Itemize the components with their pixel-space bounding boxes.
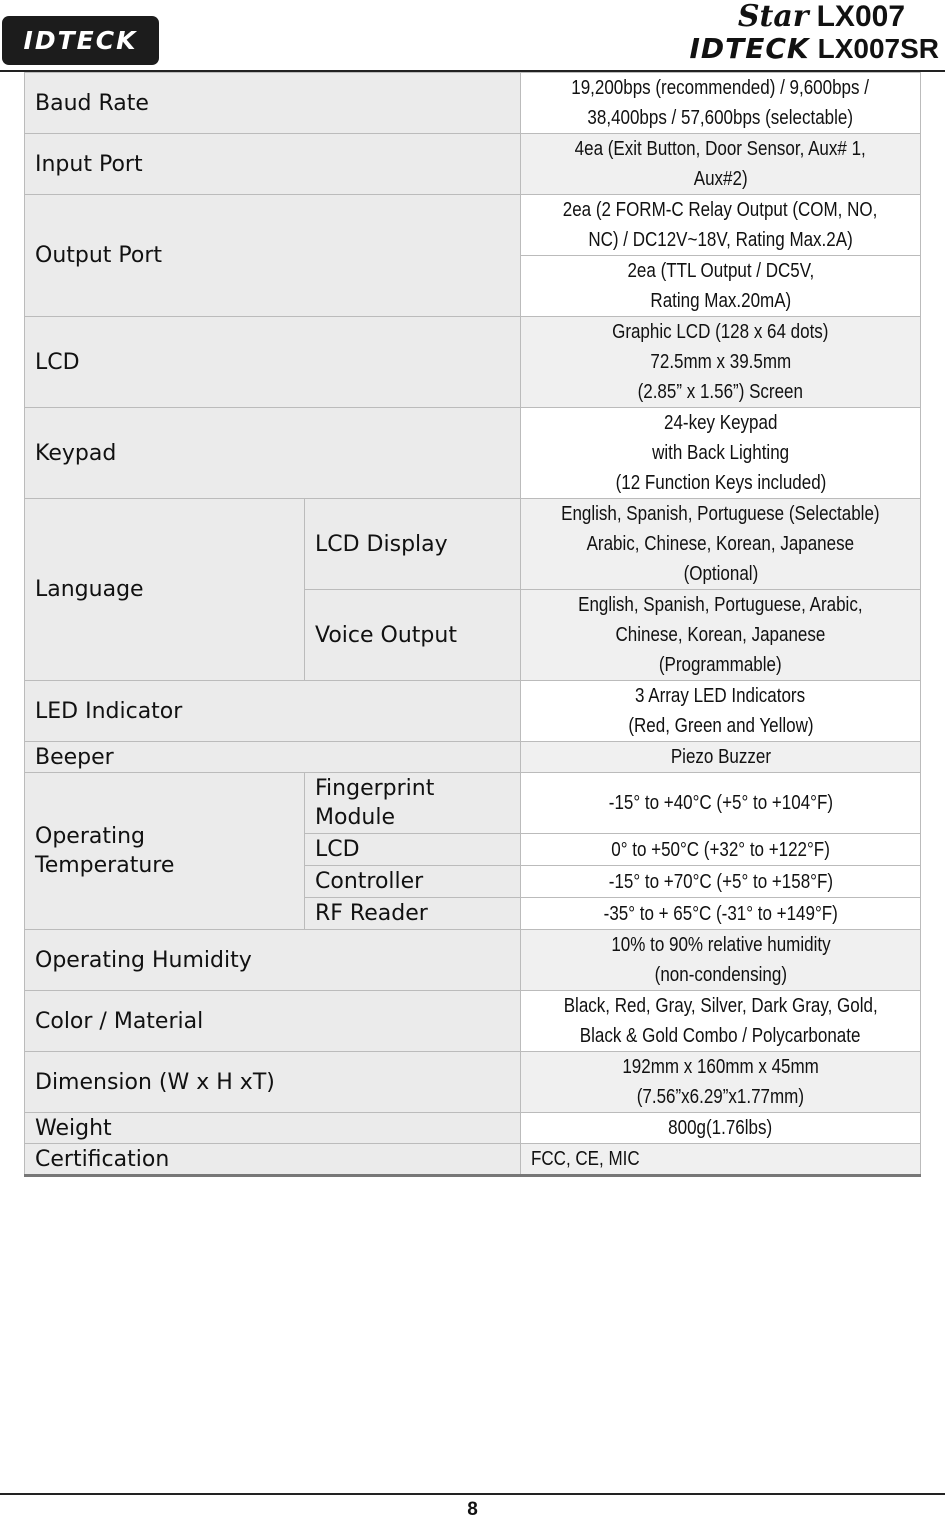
row-value-controller-temp: -15° to +70°C (+5° to +158°F) <box>521 866 921 898</box>
row-value-dimension: 192mm x 160mm x 45mm (7.56”x6.29”x1.77mm) <box>521 1052 921 1113</box>
row-value-fingerprint-temp: -15° to +40°C (+5° to +104°F) <box>521 773 921 834</box>
row-label-beeper: Beeper <box>25 742 521 773</box>
header-product-line1 <box>738 0 905 34</box>
row-label-color-material: Color / Material <box>25 991 521 1052</box>
row-sublabel-voice-output: Voice Output <box>305 590 521 681</box>
row-label-keypad: Keypad <box>25 408 521 499</box>
spec-table <box>24 72 921 1177</box>
idteck-logo <box>2 16 159 65</box>
row-value-lcd: Graphic LCD (128 x 64 dots) 72.5mm x 39.5mm (2.85” x 1.56”) Screen <box>521 317 921 408</box>
row-sublabel-lcd-temp: LCD <box>305 834 521 866</box>
table-row <box>25 930 921 991</box>
row-label-operating-humidity: Operating Humidity <box>25 930 521 991</box>
row-value-certification: FCC, CE, MIC <box>521 1144 921 1176</box>
table-row <box>25 317 921 408</box>
row-value-output-port-relay: 2ea (2 FORM-C Relay Output (COM, NO, NC) / DC12V~18V, Rating Max.2A) <box>521 195 921 256</box>
logo-text: IDTECK <box>23 26 138 55</box>
row-label-dimension: Dimension (W x H xT) <box>25 1052 521 1113</box>
idteck-brand: IDTECK <box>689 32 810 65</box>
page-number: 8 <box>467 1499 478 1520</box>
header-product-line2 <box>689 34 939 64</box>
row-sublabel-rf-reader-temp: RF Reader <box>305 898 521 930</box>
table-row <box>25 991 921 1052</box>
row-value-beeper: Piezo Buzzer <box>521 742 921 773</box>
row-label-certification: Certification <box>25 1144 521 1176</box>
row-sublabel-fingerprint-module: Fingerprint Module <box>305 773 521 834</box>
model-lx007: LX007 <box>816 0 905 33</box>
row-value-lcd-display: English, Spanish, Portuguese (Selectable) Arabic, Chinese, Korean, Japanese (Optional) <box>521 499 921 590</box>
table-row <box>25 499 921 590</box>
row-value-baud-rate: 19,200bps (recommended) / 9,600bps / 38,400bps / 57,600bps (selectable) <box>521 73 921 134</box>
row-sublabel-lcd-display: LCD Display <box>305 499 521 590</box>
row-label-led-indicator: LED Indicator <box>25 681 521 742</box>
row-value-output-port-ttl: 2ea (TTL Output / DC5V, Rating Max.20mA) <box>521 256 921 317</box>
table-row <box>25 134 921 195</box>
row-value-led-indicator: 3 Array LED Indicators (Red, Green and Yellow) <box>521 681 921 742</box>
table-row <box>25 195 921 256</box>
table-row <box>25 773 921 834</box>
footer-rule <box>0 1493 945 1495</box>
row-value-voice-output: English, Spanish, Portuguese, Arabic, Chinese, Korean, Japanese (Programmable) <box>521 590 921 681</box>
page-header <box>0 0 945 72</box>
row-label-lcd: LCD <box>25 317 521 408</box>
star-brand: Star <box>737 0 809 34</box>
row-value-keypad: 24-key Keypad with Back Lighting (12 Function Keys included) <box>521 408 921 499</box>
table-row <box>25 681 921 742</box>
row-label-operating-temperature: Operating Temperature <box>25 773 305 930</box>
table-row <box>25 1113 921 1144</box>
row-label-input-port: Input Port <box>25 134 521 195</box>
row-value-weight: 800g(1.76lbs) <box>521 1113 921 1144</box>
row-value-color-material: Black, Red, Gray, Silver, Dark Gray, Gold, Black & Gold Combo / Polycarbonate <box>521 991 921 1052</box>
row-value-operating-humidity: 10% to 90% relative humidity (non-condensing) <box>521 930 921 991</box>
table-row <box>25 73 921 134</box>
row-label-weight: Weight <box>25 1113 521 1144</box>
row-label-output-port: Output Port <box>25 195 521 317</box>
table-row <box>25 742 921 773</box>
row-value-lcd-temp: 0° to +50°C (+32° to +122°F) <box>521 834 921 866</box>
table-row <box>25 1144 921 1176</box>
model-lx007sr: LX007SR <box>817 33 939 64</box>
table-row <box>25 408 921 499</box>
row-label-baud-rate: Baud Rate <box>25 73 521 134</box>
row-sublabel-controller-temp: Controller <box>305 866 521 898</box>
row-value-input-port: 4ea (Exit Button, Door Sensor, Aux# 1, Aux#2) <box>521 134 921 195</box>
table-row <box>25 1052 921 1113</box>
row-label-language: Language <box>25 499 305 681</box>
row-value-rf-reader-temp: -35° to + 65°C (-31° to +149°F) <box>521 898 921 930</box>
